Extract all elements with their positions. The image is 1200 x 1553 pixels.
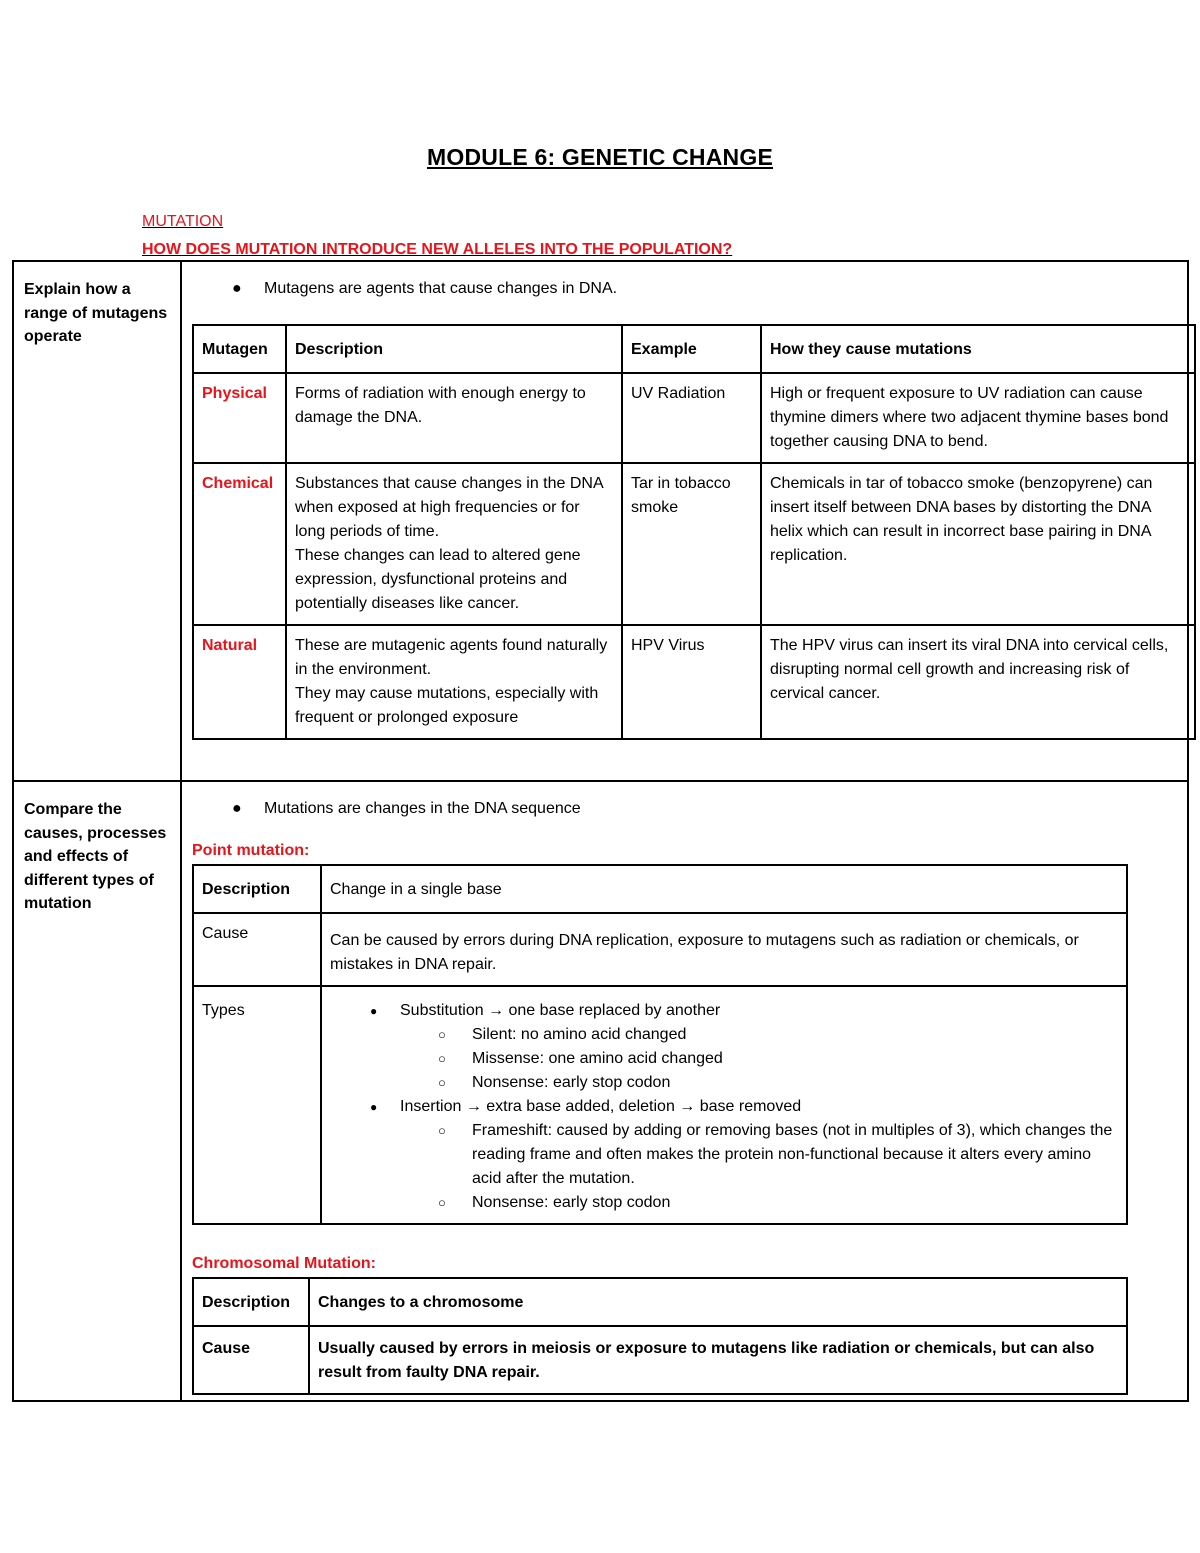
mutagen-example: Tar in tobacco smoke <box>622 463 761 625</box>
mutagen-table <box>192 324 1196 740</box>
point-cause-value: Can be caused by errors during DNA replication, exposure to mutagens such as radiation or chemicals, or mistakes in DNA repair. <box>321 913 1127 986</box>
description-line: Forms of radiation with enough energy to damage the DNA. <box>295 385 586 426</box>
point-cause-label: Cause <box>193 913 321 986</box>
description-line: They may cause mutations, especially with frequent or prolonged exposure <box>295 685 599 726</box>
mutagen-description <box>286 373 622 463</box>
list-item: ○ Nonsense: early stop codon <box>472 1071 1116 1095</box>
table-row <box>193 986 1127 1224</box>
mutagen-how: High or frequent exposure to UV radiation can cause thymine dimers where two adjacent thymine bases bond together causing DNA to bend. <box>761 373 1195 463</box>
description-line: These are mutagenic agents found naturally in the environment. <box>295 637 608 678</box>
mutagen-description <box>286 625 622 739</box>
point-mutation-heading: Point mutation: <box>192 842 310 859</box>
section-question: HOW DOES MUTATION INTRODUCE NEW ALLELES INTO THE POPULATION? <box>142 241 733 258</box>
point-mutation-table <box>192 864 1128 1225</box>
mutagens-content <box>181 261 1188 781</box>
mutagen-example: UV Radiation <box>622 373 761 463</box>
chromosomal-mutation-heading: Chromosomal Mutation: <box>192 1255 376 1272</box>
mutation-types-row <box>13 781 1188 1401</box>
page-title: MODULE 6: GENETIC CHANGE <box>427 144 773 170</box>
substitution-text: Substitution → one base replaced by another <box>400 1002 721 1019</box>
list-item <box>400 999 1116 1095</box>
mutation-bullet <box>192 798 1177 820</box>
mutagen-type: Chemical <box>193 463 286 625</box>
table-row <box>193 913 1127 986</box>
chromosomal-cause-value: Usually caused by errors in meiosis or exposure to mutagens like radiation or chemicals, but can also result from faulty DNA repair. <box>309 1326 1127 1394</box>
mutation-bullet-text: Mutations are changes in the DNA sequence <box>264 800 581 817</box>
description-line: Substances that cause changes in the DNA when exposed at high frequencies or for long periods of time. <box>295 475 603 540</box>
mutagens-bullet <box>192 278 1177 300</box>
list-item: ○ Missense: one amino acid changed <box>472 1047 1116 1071</box>
section-header <box>142 208 732 264</box>
table-row <box>193 865 1127 913</box>
substitution-sublist <box>400 1023 1116 1095</box>
description-line: These changes can lead to altered gene expression, dysfunctional proteins and potentially diseases like cancer. <box>295 547 581 612</box>
row-label-mutation-types: Compare the causes, processes and effects of different types of mutation <box>13 781 181 1401</box>
col-header-example: Example <box>622 325 761 373</box>
mutagen-type: Natural <box>193 625 286 739</box>
mutagen-description <box>286 463 622 625</box>
outer-table <box>12 260 1189 1402</box>
mutagen-example: HPV Virus <box>622 625 761 739</box>
bullet-icon: ● <box>232 280 242 297</box>
section-heading: MUTATION <box>142 213 224 230</box>
point-types-label: Types <box>193 986 321 1224</box>
bullet-icon: ● <box>232 800 242 817</box>
table-header-row <box>193 325 1195 373</box>
chromosomal-description-value: Changes to a chromosome <box>309 1278 1127 1326</box>
chromosomal-cause-label: Cause <box>193 1326 309 1394</box>
table-row <box>193 1326 1127 1394</box>
col-header-description: Description <box>286 325 622 373</box>
mutagens-bullet-text: Mutagens are agents that cause changes in DNA. <box>264 280 618 297</box>
list-item <box>400 1095 1116 1215</box>
point-description-label: Description <box>193 865 321 913</box>
chromosomal-mutation-table <box>192 1277 1128 1395</box>
col-header-how: How they cause mutations <box>761 325 1195 373</box>
table-row <box>193 1278 1127 1326</box>
table-row <box>193 463 1195 625</box>
point-description-value: Change in a single base <box>321 865 1127 913</box>
mutagens-row <box>13 261 1188 781</box>
table-row <box>193 373 1195 463</box>
insertion-sublist <box>400 1119 1116 1215</box>
point-types-list <box>321 986 1127 1224</box>
row-label-mutagens: Explain how a range of mutagens operate <box>13 261 181 781</box>
mutation-types-content <box>181 781 1188 1401</box>
list-item: ○ Nonsense: early stop codon <box>472 1191 1116 1215</box>
insertion-text: Insertion → extra base added, deletion → base removed <box>400 1098 802 1115</box>
types-list <box>330 999 1116 1215</box>
table-row <box>193 625 1195 739</box>
col-header-mutagen: Mutagen <box>193 325 286 373</box>
mutagen-how: The HPV virus can insert its viral DNA into cervical cells, disrupting normal cell growth and increasing risk of cervical cancer. <box>761 625 1195 739</box>
list-item: ○ Silent: no amino acid changed <box>472 1023 1116 1047</box>
list-item: ○ Frameshift: caused by adding or removing bases (not in multiples of 3), which changes the reading frame and often makes the protein non-functional because it alters every amino acid after the mutation. <box>472 1119 1116 1191</box>
mutagen-how: Chemicals in tar of tobacco smoke (benzopyrene) can insert itself between DNA bases by distorting the DNA helix which can result in incorrect base pairing in DNA replication. <box>761 463 1195 625</box>
mutagen-type: Physical <box>193 373 286 463</box>
chromosomal-description-label: Description <box>193 1278 309 1326</box>
